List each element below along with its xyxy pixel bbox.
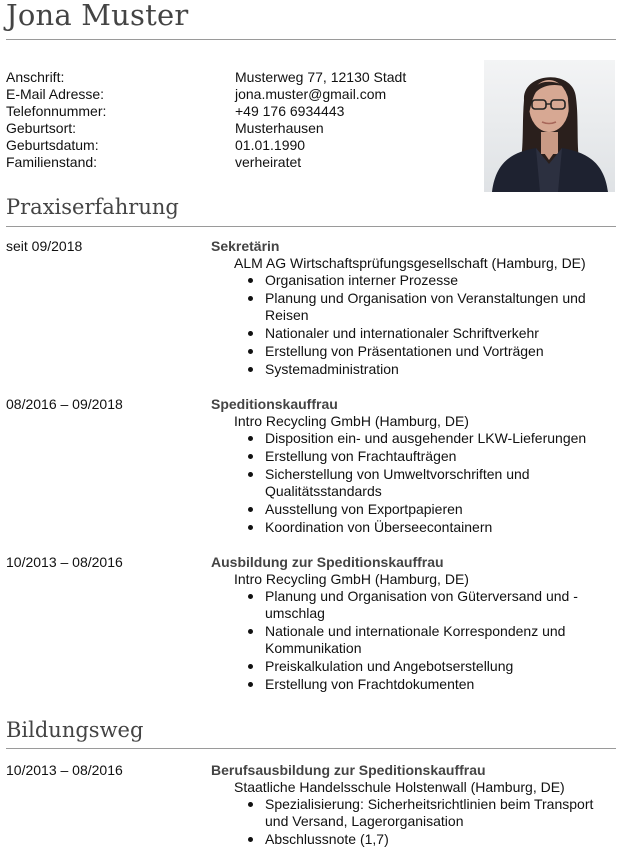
entry-bullets (265, 796, 615, 849)
entry-date: 10/2013 – 08/2016 (6, 762, 123, 778)
personal-value: Musterweg 77, 12130 Stadt (235, 69, 407, 85)
list-item-text: Disposition ein- und ausgehender LKW-Lieferungen (265, 430, 587, 446)
list-item-text: Erstellung von Frachtdokumenten (265, 676, 475, 692)
entry-date: seit 09/2018 (6, 238, 83, 254)
list-item (265, 361, 615, 378)
personal-value: Musterhausen (235, 120, 324, 136)
personal-row (6, 120, 476, 137)
list-item (265, 501, 615, 518)
list-item (265, 623, 615, 657)
list-item (265, 272, 615, 289)
bullet-icon (248, 837, 253, 842)
portrait-image (484, 60, 615, 192)
profile-photo (484, 60, 615, 192)
name-divider (6, 39, 616, 40)
bullet-icon (248, 349, 253, 354)
bullet-icon (248, 331, 253, 336)
personal-label: Telefonnummer: (6, 103, 107, 119)
entry-organization: Intro Recycling GmbH (Hamburg, DE) (234, 413, 469, 429)
list-item (265, 588, 615, 622)
list-item (265, 466, 615, 500)
bullet-icon (248, 594, 253, 599)
personal-value: jona.muster@gmail.com (235, 86, 387, 102)
entry-bullets (265, 272, 615, 379)
list-item (265, 343, 615, 360)
bullet-icon (248, 296, 253, 301)
list-item (265, 796, 615, 830)
personal-row (6, 69, 476, 86)
list-item-text: Koordination von Überseecontainern (265, 519, 493, 535)
section-title-experience: Praxiserfahrung (6, 195, 179, 219)
education-divider (6, 748, 616, 749)
bullet-icon (248, 436, 253, 441)
list-item (265, 290, 615, 324)
list-item-text: Erstellung von Präsentationen und Vorträgen (265, 343, 544, 359)
entry-organization: Intro Recycling GmbH (Hamburg, DE) (234, 571, 469, 587)
entry-bullets (265, 588, 615, 694)
list-item-text: Nationale und internationale Korrespondenz und Kommunikation (265, 623, 566, 656)
personal-row (6, 103, 476, 120)
experience-divider (6, 226, 616, 227)
personal-details (6, 69, 476, 171)
bullet-icon (248, 802, 253, 807)
personal-value: +49 176 6934443 (235, 103, 345, 119)
list-item (265, 519, 615, 536)
bullet-icon (248, 278, 253, 283)
personal-label: Anschrift: (6, 69, 65, 85)
personal-row (6, 86, 476, 103)
bullet-icon (248, 454, 253, 459)
bullet-icon (248, 682, 253, 687)
entry-role: Speditionskauffrau (211, 396, 338, 412)
list-item-text: Sicherstellung von Umweltvorschriften und Qualitätsstandards (265, 466, 530, 499)
entry-organization: Staatliche Handelsschule Holstenwall (Hamburg, DE) (234, 779, 565, 795)
personal-label: Familienstand: (6, 154, 98, 170)
bullet-icon (248, 629, 253, 634)
section-title-education: Bildungsweg (6, 718, 144, 742)
bullet-icon (248, 472, 253, 477)
list-item (265, 325, 615, 342)
personal-value: 01.01.1990 (235, 137, 306, 153)
list-item (265, 831, 615, 848)
personal-label: E-Mail Adresse: (6, 86, 105, 102)
list-item-text: Abschlussnote (1,7) (265, 831, 389, 847)
list-item-text: Erstellung von Frachtaufträgen (265, 448, 457, 464)
entry-bullets (265, 430, 615, 537)
entry-role: Berufsausbildung zur Speditionskauffrau (211, 762, 486, 778)
personal-row (6, 154, 476, 171)
personal-label: Geburtsdatum: (6, 137, 99, 153)
entry-role: Ausbildung zur Speditionskauffrau (211, 554, 444, 570)
list-item-text: Nationaler und internationaler Schriftverkehr (265, 325, 539, 341)
bullet-icon (248, 507, 253, 512)
personal-label: Geburtsort: (6, 120, 77, 136)
list-item (265, 676, 615, 693)
list-item (265, 448, 615, 465)
entry-role: Sekretärin (211, 238, 280, 254)
list-item-text: Spezialisierung: Sicherheitsrichtlinien beim Transport und Versand, Lagerorganisation (265, 796, 594, 829)
list-item-text: Planung und Organisation von Güterversand und -umschlag (265, 588, 578, 621)
entry-date: 10/2013 – 08/2016 (6, 554, 123, 570)
bullet-icon (248, 367, 253, 372)
bullet-icon (248, 525, 253, 530)
list-item-text: Preiskalkulation und Angebotserstellung (265, 658, 514, 674)
bullet-icon (248, 664, 253, 669)
list-item-text: Organisation interner Prozesse (265, 272, 458, 288)
list-item (265, 430, 615, 447)
list-item-text: Planung und Organisation von Veranstaltungen und Reisen (265, 290, 586, 323)
list-item (265, 658, 615, 675)
personal-value: verheiratet (235, 154, 302, 170)
entry-date: 08/2016 – 09/2018 (6, 396, 123, 412)
cv-name: Jona Muster (6, 0, 189, 32)
list-item-text: Systemadministration (265, 361, 399, 377)
list-item-text: Ausstellung von Exportpapieren (265, 501, 463, 517)
personal-row (6, 137, 476, 154)
entry-organization: ALM AG Wirtschaftsprüfungsgesellschaft (Hamburg, DE) (234, 255, 586, 271)
